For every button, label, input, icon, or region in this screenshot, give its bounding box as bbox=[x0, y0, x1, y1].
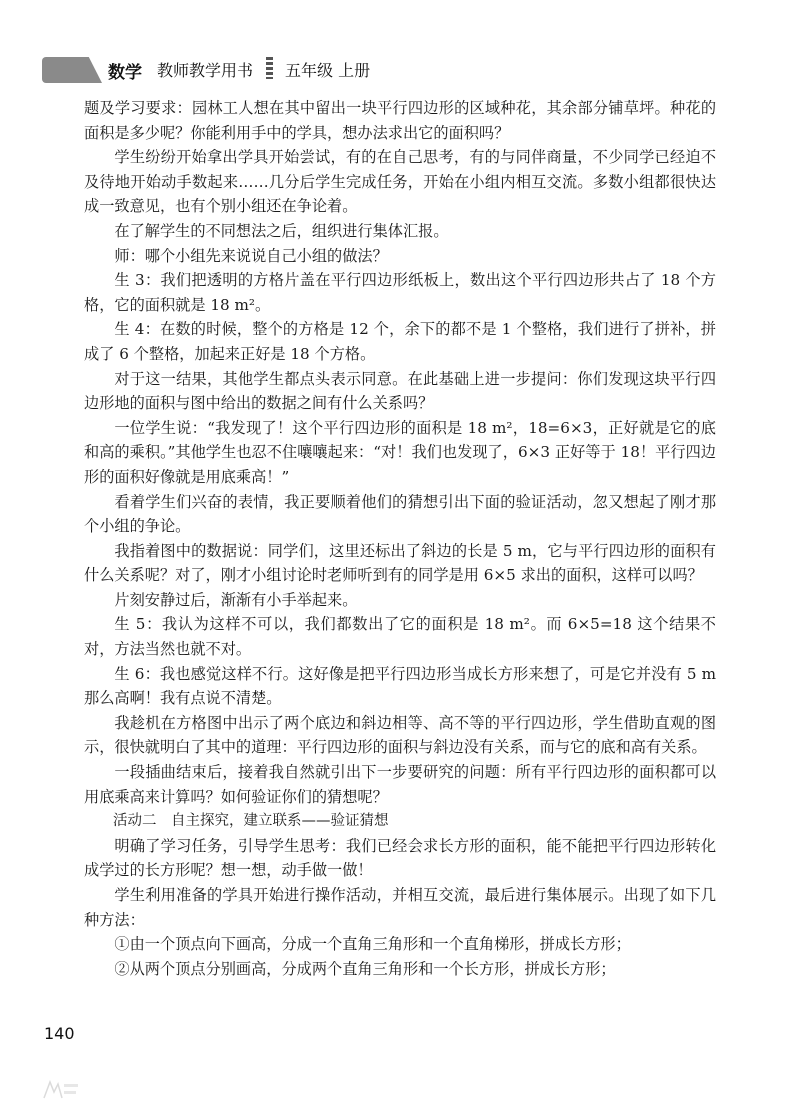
activity-heading: 活动二 自主探究，建立联系——验证猜想 bbox=[113, 813, 389, 830]
method-item: ②从两个顶点分别画高，分成两个直角三角形和一个长方形，拼成长方形； bbox=[114, 959, 616, 978]
header-grade: 五年级 上册 bbox=[285, 61, 371, 80]
header-decoration-bar bbox=[42, 57, 102, 83]
paragraph: 在了解学生的不同想法之后，组织进行集体汇报。 bbox=[114, 221, 449, 240]
paragraph: 我趁机在方格图中出示了两个底边和斜边相等、高不等的平行四边形，学生借助直观的图示，很快就明白了其中的道理：平行四边形的面积与斜边没有关系，而与它的底和高有关系。 bbox=[84, 713, 716, 757]
watermark-logo-icon bbox=[40, 1078, 80, 1104]
paragraph: 生 5：我认为这样不可以，我们都数出了它的面积是 18 m²。而 6×5=18 这个结果不对，方法当然也就不对。 bbox=[84, 615, 716, 659]
header-book-title: 教师教学用书 bbox=[157, 61, 254, 80]
paragraph: 学生利用准备的学具开始进行操作活动，并相互交流，最后进行集体展示。出现了如下几种方法： bbox=[84, 886, 716, 929]
paragraph: 生 4：在数的时候，整个的方格是 12 个，余下的都不是 1 个整格，我们进行了拼补，拼成了 6 个整格，加起来正好是 18 个方格。 bbox=[84, 320, 716, 363]
paragraph: 我指着图中的数据说：同学们，这里还标出了斜边的长是 5 m，它与平行四边形的面积有什么关系呢？对了，刚才小组讨论时老师听到有的同学是用 6×5 求出的面积，这样可以吗？ bbox=[84, 541, 716, 585]
method-item: ①由一个顶点向下画高，分成一个直角三角形和一个直角梯形，拼成长方形； bbox=[114, 935, 631, 954]
paragraph: 看着学生们兴奋的表情，我正要顺着他们的猜想引出下面的验证活动，忽又想起了刚才那个小组的争论。 bbox=[84, 492, 716, 536]
paragraph: 一位学生说：“我发现了！这个平行四边形的面积是 18 m²，18=6×3，正好就是它的底和高的乘积。”其他学生也忍不住嚷嚷起来：“对！我们也发现了，6×3 正好等于 18！平行四边形的面积好像就是用底乘高！” bbox=[84, 418, 716, 486]
header-separator bbox=[266, 57, 273, 79]
body-text bbox=[84, 96, 716, 981]
paragraph: 题及学习要求：园林工人想在其中留出一块平行四边形的区域种花，其余部分铺草坪。种花的面积是多少呢？你能利用手中的学具，想办法求出它的面积吗？ bbox=[84, 99, 716, 142]
page-number: 140 bbox=[44, 1024, 75, 1043]
paragraph: 对于这一结果，其他学生都点头表示同意。在此基础上进一步提问：你们发现这块平行四边形地的面积与图中给出的数据之间有什么关系吗？ bbox=[84, 369, 716, 413]
header-subject: 数学 bbox=[108, 63, 142, 83]
paragraph: 一段插曲结束后，接着我自然就引出下一步要研究的问题：所有平行四边形的面积都可以用底乘高来计算吗？如何验证你们的猜想呢？ bbox=[84, 763, 716, 806]
paragraph: 学生纷纷开始拿出学具开始尝试，有的在自己思考，有的与同伴商量，不少同学已经迫不及待地开始动手数起来……几分后学生完成任务，开始在小组内相互交流。多数小组都很快达成一致意见，也有个别小组还在争论着。 bbox=[84, 148, 716, 216]
paragraph: 生 3：我们把透明的方格片盖在平行四边形纸板上，数出这个平行四边形共占了 18 个方格，它的面积就是 18 m²。 bbox=[84, 271, 716, 314]
paragraph: 明确了学习任务，引导学生思考：我们已经会求长方形的面积，能不能把平行四边形转化成学过的长方形呢？想一想，动手做一做！ bbox=[84, 836, 716, 880]
paragraph: 片刻安静过后，渐渐有小手举起来。 bbox=[114, 590, 358, 609]
paragraph: 生 6：我也感觉这样不行。这好像是把平行四边形当成长方形来想了，可是它并没有 5 m 那么高啊！我有点说不清楚。 bbox=[84, 664, 716, 708]
paragraph: 师：哪个小组先来说说自己小组的做法？ bbox=[114, 246, 388, 265]
